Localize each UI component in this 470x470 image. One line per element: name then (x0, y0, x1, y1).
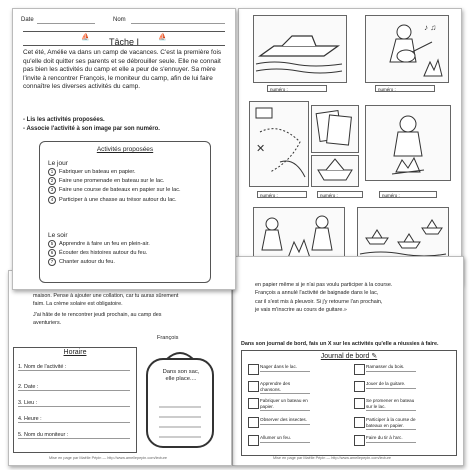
activity-item (48, 177, 181, 186)
activity-number: 5 (48, 240, 56, 248)
number-field-5[interactable]: numéro : (379, 191, 437, 198)
journal-item-label: Nager dans le lac. (260, 364, 310, 372)
activity-text: Fabriquer un bateau en papier. (59, 169, 136, 175)
number-field-2[interactable]: numéro : (375, 85, 435, 92)
activity-item (48, 186, 181, 195)
horaire-title: Horaire (63, 349, 87, 356)
journal-item-label: Ramasser du bois. (366, 364, 416, 372)
checkbox[interactable] (354, 381, 365, 392)
activity-text: Écouter des histoires autour du feu. (59, 250, 148, 257)
date-field[interactable] (37, 23, 95, 24)
date-label: Date (21, 17, 34, 23)
activity-item (48, 258, 150, 267)
text-line: aventuriers. (33, 320, 62, 327)
activity-number: 1 (48, 168, 56, 176)
horaire-row-1[interactable]: 1. Nom de l'activité : (18, 364, 130, 371)
horaire-row-2[interactable]: 2. Date : (18, 384, 130, 391)
checkbox[interactable] (248, 435, 259, 446)
horaire-box (13, 347, 137, 453)
paper-boat-icon: ⛵ (158, 34, 167, 41)
journal-item-label: Fabriquer un bateau en papier. (260, 398, 310, 411)
journal-item-label: Participer à la course de bateaux en papier. (366, 417, 416, 430)
backpack (139, 349, 221, 451)
activity-number: 4 (48, 196, 56, 204)
horaire-row-4[interactable]: 4. Heure : (18, 416, 130, 423)
activity-number: 3 (48, 186, 56, 194)
text-line: je vais m'inscrire au cours de guitare.» (255, 307, 347, 314)
evening-heading: Le soir (48, 232, 68, 239)
title-banner (23, 31, 225, 46)
activity-text: Apprendre à faire un feu en plein-air. (59, 241, 150, 247)
checkbox[interactable] (248, 381, 259, 392)
page-title: Tâche I (108, 37, 139, 47)
image-motorboat (253, 15, 347, 83)
text-line: faim. La crème solaire est obligatoire. (33, 301, 123, 308)
signature: François (157, 335, 179, 341)
activity-item (48, 168, 181, 177)
image-paper-boat (311, 155, 359, 187)
journal-instruction: Dans son journal de bord, fais un X sur les activités qu'elle a réussies à faire. (241, 341, 439, 347)
footer-credit: Mise en page par Maëlle Pépin — http://www.amellepepin.com/lecture (49, 456, 167, 460)
backpack-text: Dans son sac, elle place.... (162, 369, 200, 382)
image-campfire-girl (365, 105, 451, 181)
name-field[interactable] (131, 23, 225, 24)
intro-paragraph: Cet été, Amélie va dans un camp de vacances. C'est la première fois qu'elle doit quitter ses parents et se débrouiller seule. Elle ne connait pas bien les activités du camp et elle a peur de s'ennuyer. Sa mère l'invite à rencontrer François, le moniteur du camp, afin de lui faire connaître les diverses activités du camp. (23, 49, 222, 91)
pencil-icon: ✎ (371, 353, 378, 360)
journal-title-text: Journal de bord (320, 353, 370, 360)
text-line: en papier même si je n'ai pas voulu participer à la course. (255, 282, 393, 288)
day-list (48, 168, 181, 205)
activities-box (39, 141, 211, 283)
activity-number: 2 (48, 177, 56, 185)
journal-title (242, 352, 456, 360)
checkbox[interactable] (248, 417, 259, 428)
checkbox[interactable] (248, 364, 259, 375)
day-heading: Le jour (48, 160, 68, 167)
activities-title: Activités proposées (96, 146, 154, 153)
number-field-3[interactable]: numéro : (257, 191, 307, 198)
journal-item-label: Allumer un feu. (260, 435, 310, 443)
letter-text (255, 281, 392, 315)
journal-item-label: Se promener en bateau sur le lac. (366, 398, 416, 411)
horaire-row-5[interactable]: 5. Nom du moniteur : (18, 432, 130, 439)
activity-item (48, 249, 150, 258)
evening-list (48, 240, 150, 268)
name-label: Nom (113, 17, 126, 23)
text-line: maison. Pense à ajouter une collation, car tu auras sûrement (33, 292, 179, 299)
journal-box (241, 350, 457, 456)
checkbox[interactable] (354, 435, 365, 446)
activity-text: Faire une promenade en bateau sur le lac. (59, 178, 165, 185)
text-line: J'ai hâte de te rencontrer jeudi prochain, au camp des (33, 311, 162, 318)
footer-credit: Mise en page par Maëlle Pépin — http://www.amellepepin.com/lecture (273, 456, 391, 460)
journal-item-label: Apprendre des chansons. (260, 381, 310, 394)
sheet-horaire (8, 270, 232, 466)
activity-text: Faire une course de bateaux en papier sur le lac. (59, 187, 181, 194)
paper-boat-icon: ⛵ (81, 34, 90, 41)
instruction-2: - Associe l'activité à son image par son numéro. (23, 126, 160, 132)
journal-item-label: Faire du tir à l'arc. (366, 435, 416, 443)
journal-item-label: Observer des insectes. (260, 417, 310, 425)
backpack-icon (139, 349, 221, 451)
checkbox[interactable] (354, 364, 365, 375)
journal-item-label: Jouer de la guitare. (366, 381, 416, 389)
sheet-tache-1 (12, 8, 236, 290)
sheet-images (238, 8, 462, 285)
checkbox[interactable] (354, 398, 365, 409)
image-treasure-map (249, 101, 309, 187)
sheet-journal (232, 256, 464, 466)
checkbox[interactable] (354, 417, 365, 428)
activity-item (48, 240, 150, 249)
instruction-1: - Lis les activités proposées. (23, 117, 105, 123)
number-field-4[interactable]: numéro : (317, 191, 363, 198)
image-guitar-fire (365, 15, 449, 83)
activity-text: Participer à une chasse au trésor autour du lac. (59, 196, 177, 203)
number-field-1[interactable]: numéro : (267, 85, 327, 92)
activity-number: 6 (48, 249, 56, 257)
activity-item (48, 196, 181, 205)
activity-number: 7 (48, 258, 56, 266)
checkbox[interactable] (248, 398, 259, 409)
svg-text:♪ ♫: ♪ ♫ (424, 23, 437, 32)
horaire-row-3[interactable]: 3. Lieu : (18, 400, 130, 407)
svg-text:✕: ✕ (256, 143, 266, 155)
text-line: car il s'est mis à pleuvoir. Si j'y retourne l'an prochain, (255, 298, 383, 305)
activity-text: Chanter autour du feu. (59, 259, 115, 266)
text-line: François a annulé l'activité de baignade dans le lac, (255, 290, 379, 297)
image-paper-sheets (311, 105, 359, 153)
